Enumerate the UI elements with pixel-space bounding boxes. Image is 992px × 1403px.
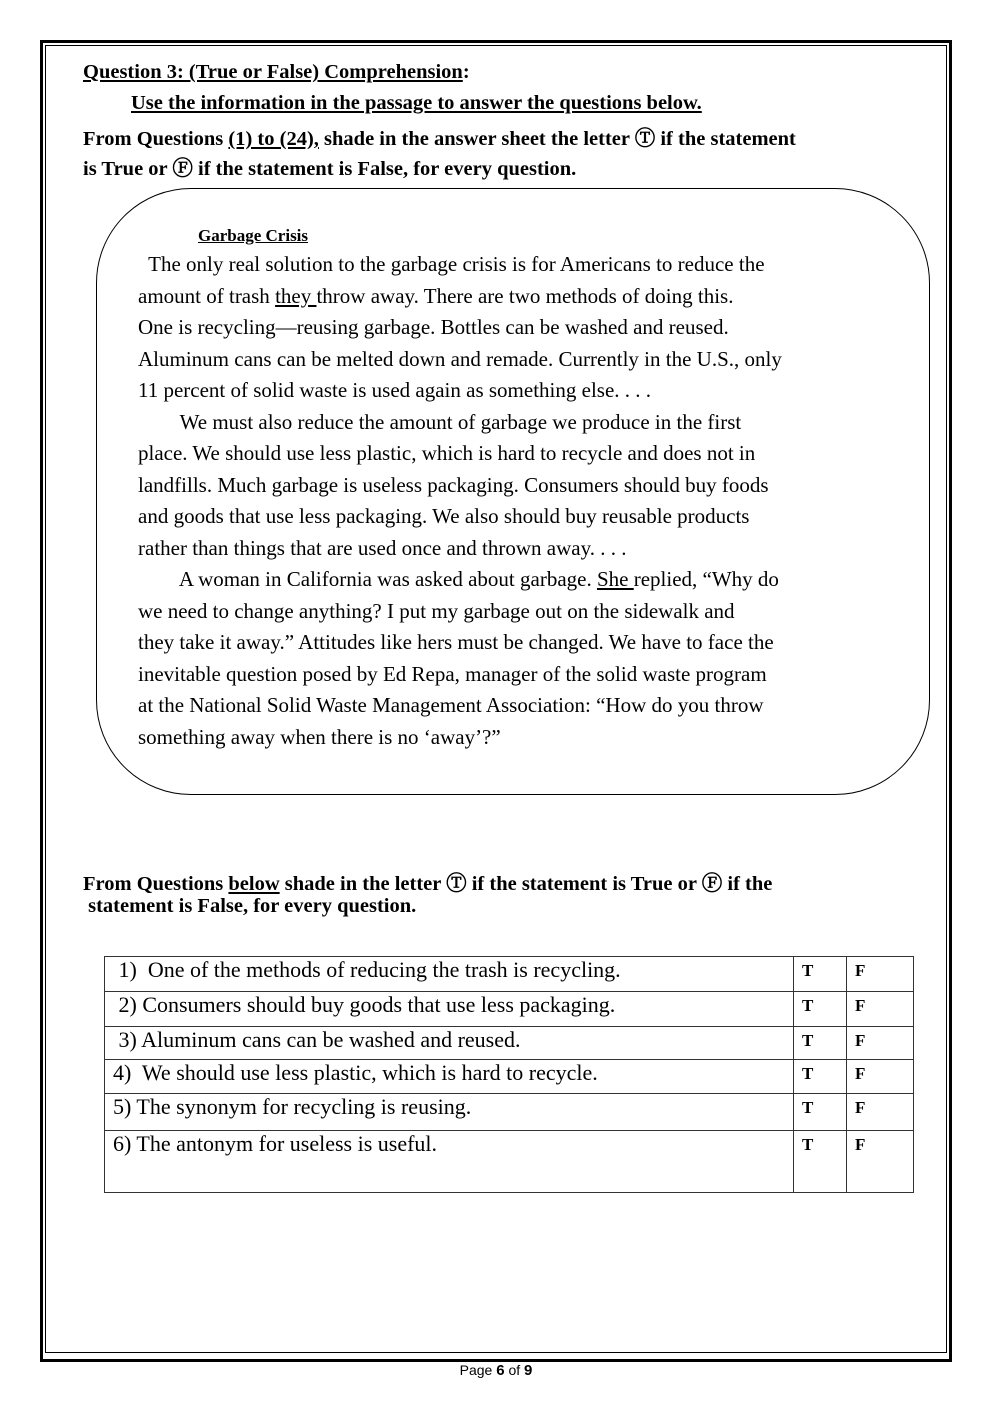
instruction2-line-1: [83, 866, 772, 896]
passage-line: at the National Solid Waste Management Association: “How do you throw: [138, 693, 764, 717]
passage-line: they take it away.” Attitudes like hers must be changed. We have to face the: [138, 630, 774, 654]
false-option[interactable]: F: [847, 1131, 914, 1193]
false-option[interactable]: F: [847, 1094, 914, 1131]
passage-line: One is recycling—reusing garbage. Bottles can be washed and reused.: [138, 315, 729, 339]
page-number: 6: [496, 1362, 505, 1379]
question-row: [105, 1060, 914, 1094]
passage-line: [138, 567, 779, 592]
question-row: [105, 1027, 914, 1060]
passage-line: We must also reduce the amount of garbage we produce in the first: [138, 409, 742, 434]
passage-line: we need to change anything? I put my garbage out on the sidewalk and: [138, 598, 735, 623]
passage-line: landfills. Much garbage is useless packaging. Consumers should buy foods: [138, 472, 769, 497]
instr-range: (1) to (24),: [228, 128, 319, 150]
question-text: 2) Consumers should buy goods that use less packaging.: [105, 992, 794, 1027]
page-footer: [0, 1362, 992, 1379]
true-option[interactable]: T: [794, 1131, 847, 1193]
question-text: 6) The antonym for useless is useful.: [105, 1131, 794, 1193]
underlined-word: they: [275, 283, 317, 308]
question-row: [105, 1094, 914, 1131]
true-option[interactable]: T: [794, 992, 847, 1027]
questions-table: [104, 956, 914, 1193]
false-option[interactable]: F: [847, 957, 914, 992]
question-title: [83, 61, 470, 84]
question-title-text: Question 3: (True or False) Comprehension: [83, 61, 463, 83]
false-option[interactable]: F: [847, 1060, 914, 1094]
instruction-line-2: [83, 151, 576, 181]
instr-text: From Questions: [83, 128, 229, 150]
instruction2-line-2: statement is False, for every question.: [83, 895, 417, 917]
question-row: [105, 1131, 914, 1193]
passage-line: Aluminum cans can be melted down and remade. Currently in the U.S., only: [138, 346, 782, 371]
question-row: [105, 992, 914, 1027]
passage-line: rather than things that are used once and thrown away. . . .: [138, 535, 627, 560]
of-label: of: [504, 1362, 525, 1378]
subtitle-text: Use the information in the passage to answer the questions below.: [131, 92, 702, 114]
question-text: 1) One of the methods of reducing the trash is recycling.: [105, 957, 794, 992]
true-option[interactable]: T: [794, 1094, 847, 1131]
passage-line: place. We should use less plastic, which is hard to recycle and does not in: [138, 441, 756, 465]
false-option[interactable]: F: [847, 1027, 914, 1060]
instr-text: From Questions: [83, 873, 229, 895]
colon: :: [462, 61, 470, 83]
passage-line: 11 percent of solid waste is used again as something else. . . .: [138, 378, 652, 402]
passage-line: [138, 284, 733, 309]
instr-below: below: [228, 873, 280, 895]
false-option[interactable]: F: [847, 992, 914, 1027]
passage-text-segment: amount of trash: [138, 283, 276, 308]
passage-line: The only real solution to the garbage crisis is for Americans to reduce the: [138, 252, 765, 276]
underlined-word: She: [596, 567, 634, 591]
question-row: [105, 957, 914, 992]
passage-line: and goods that use less packaging. We also should buy reusable products: [138, 504, 750, 528]
passage-text-segment: replied, “Why do: [633, 567, 779, 591]
passage-text-segment: A woman in California was asked about garbage.: [138, 567, 597, 591]
true-option[interactable]: T: [794, 1060, 847, 1094]
question-text: 5) The synonym for recycling is reusing.: [105, 1094, 794, 1131]
subtitle: [131, 92, 702, 115]
passage-title: Garbage Crisis: [198, 226, 309, 245]
question-text: 3) Aluminum cans can be washed and reused.: [105, 1027, 794, 1060]
passage-line: inevitable question posed by Ed Repa, manager of the solid waste program: [138, 661, 767, 686]
instruction-line-1: [83, 121, 796, 151]
instr-text: is True or Ⓕ if the statement is False, for every question.: [83, 158, 577, 180]
instr-text: shade in the answer sheet the letter Ⓣ if the statement: [318, 128, 796, 150]
passage-text-segment: throw away. There are two methods of doing this.: [316, 283, 734, 308]
question-text: 4) We should use less plastic, which is hard to recycle.: [105, 1060, 794, 1094]
page-label: Page: [459, 1362, 497, 1378]
instr-text: shade in the letter Ⓣ if the statement is True or Ⓕ if the: [279, 873, 773, 895]
page-total: 9: [524, 1362, 533, 1379]
passage-line: something away when there is no ‘away’?”: [138, 724, 501, 749]
true-option[interactable]: T: [794, 957, 847, 992]
true-option[interactable]: T: [794, 1027, 847, 1060]
